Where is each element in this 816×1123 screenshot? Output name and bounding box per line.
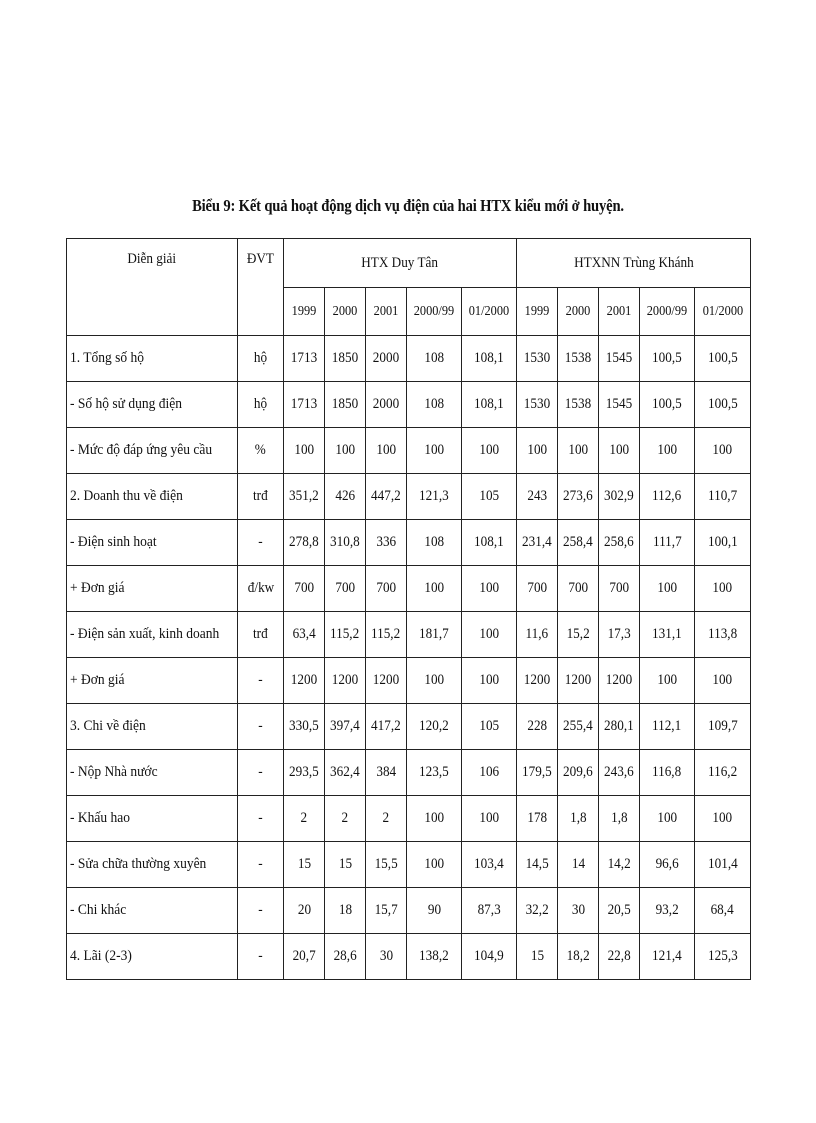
table-cell: 108,1 (462, 382, 517, 428)
table-cell: 116,8 (640, 750, 695, 796)
table-row (67, 520, 751, 566)
table-cell: 280,1 (599, 704, 640, 750)
table-row (67, 934, 751, 980)
table-cell: 20 (284, 888, 325, 934)
year-header: 1999 (517, 288, 558, 336)
table-cell: 101,4 (695, 842, 751, 888)
table-cell: 109,7 (695, 704, 751, 750)
table-cell: 1538 (558, 382, 599, 428)
table-cell: 15,7 (366, 888, 407, 934)
table-cell: 273,6 (558, 474, 599, 520)
table-cell: 100 (695, 796, 751, 842)
row-unit: - (238, 750, 284, 796)
table-cell: 417,2 (366, 704, 407, 750)
table-cell: 100 (599, 428, 640, 474)
year-header: 2000 (325, 288, 366, 336)
table-cell: 2 (325, 796, 366, 842)
row-label: - Điện sản xuất, kinh doanh (67, 612, 238, 658)
table-cell: 14,5 (517, 842, 558, 888)
table-cell: 96,6 (640, 842, 695, 888)
table-row (67, 750, 751, 796)
row-label: 1. Tổng số hộ (67, 336, 238, 382)
table-cell: 243,6 (599, 750, 640, 796)
table-cell: 100 (695, 658, 751, 704)
table-cell: 700 (517, 566, 558, 612)
row-unit: đ/kw (238, 566, 284, 612)
table-cell: 105 (462, 474, 517, 520)
table-cell: 178 (517, 796, 558, 842)
row-unit: - (238, 658, 284, 704)
table-cell: 2000 (366, 382, 407, 428)
row-label: - Chi khác (67, 888, 238, 934)
table-cell: 104,9 (462, 934, 517, 980)
table-cell: 15,2 (558, 612, 599, 658)
row-label: - Nộp Nhà nước (67, 750, 238, 796)
row-label: - Sửa chữa thường xuyên (67, 842, 238, 888)
table-cell: 1713 (284, 382, 325, 428)
year-header: 1999 (284, 288, 325, 336)
table-cell: 121,4 (640, 934, 695, 980)
row-label: 2. Doanh thu về điện (67, 474, 238, 520)
table-cell: 1530 (517, 382, 558, 428)
table-cell: 32,2 (517, 888, 558, 934)
table-cell: 123,5 (407, 750, 462, 796)
table-cell: 108 (407, 382, 462, 428)
table-cell: 110,7 (695, 474, 751, 520)
table-row (67, 566, 751, 612)
row-label: + Đơn giá (67, 658, 238, 704)
row-unit: trđ (238, 612, 284, 658)
table-cell: 87,3 (462, 888, 517, 934)
table-cell: 228 (517, 704, 558, 750)
table-row (67, 888, 751, 934)
row-label: - Điện sinh hoạt (67, 520, 238, 566)
table-cell: 18 (325, 888, 366, 934)
table-cell: 116,2 (695, 750, 751, 796)
table-cell: 11,6 (517, 612, 558, 658)
row-label: - Mức độ đáp ứng yêu cầu (67, 428, 238, 474)
row-label: 4. Lãi (2-3) (67, 934, 238, 980)
table-row (67, 474, 751, 520)
table-cell: 105 (462, 704, 517, 750)
table-cell: 20,5 (599, 888, 640, 934)
table-cell: 100 (517, 428, 558, 474)
table-cell: 100 (640, 428, 695, 474)
table-row (67, 336, 751, 382)
table-cell: 1200 (284, 658, 325, 704)
row-unit: hộ (238, 382, 284, 428)
row-label: - Khấu hao (67, 796, 238, 842)
table-cell: 100 (558, 428, 599, 474)
table-cell: 181,7 (407, 612, 462, 658)
table-cell: 121,3 (407, 474, 462, 520)
table-row (67, 842, 751, 888)
table-cell: 1200 (558, 658, 599, 704)
table-cell: 30 (558, 888, 599, 934)
table-cell: 28,6 (325, 934, 366, 980)
row-label: - Số hộ sử dụng điện (67, 382, 238, 428)
table-cell: 700 (558, 566, 599, 612)
table-cell: 1850 (325, 382, 366, 428)
table-cell: 100 (640, 566, 695, 612)
table-cell: 336 (366, 520, 407, 566)
table-cell: 1200 (599, 658, 640, 704)
table-cell: 100 (366, 428, 407, 474)
row-label: 3. Chi về điện (67, 704, 238, 750)
row-label: + Đơn giá (67, 566, 238, 612)
year-header: 2000 (558, 288, 599, 336)
table-cell: 1545 (599, 336, 640, 382)
table-cell: 138,2 (407, 934, 462, 980)
table-cell: 255,4 (558, 704, 599, 750)
table-cell: 100,1 (695, 520, 751, 566)
table-cell: 15 (284, 842, 325, 888)
table-cell: 100 (407, 842, 462, 888)
table-cell: 63,4 (284, 612, 325, 658)
table-row (67, 704, 751, 750)
table-cell: 231,4 (517, 520, 558, 566)
year-header: 01/2000 (462, 288, 517, 336)
table-cell: 100 (407, 566, 462, 612)
table-cell: 1538 (558, 336, 599, 382)
year-header: 2000/99 (640, 288, 695, 336)
table-cell: 1530 (517, 336, 558, 382)
header-row-groups (67, 239, 751, 288)
table-cell: 351,2 (284, 474, 325, 520)
table-cell: 100 (640, 658, 695, 704)
table-cell: 1200 (517, 658, 558, 704)
row-unit: % (238, 428, 284, 474)
table-cell: 103,4 (462, 842, 517, 888)
table-cell: 179,5 (517, 750, 558, 796)
table-cell: 700 (599, 566, 640, 612)
table-cell: 2000 (366, 336, 407, 382)
group-header-duy-tan: HTX Duy Tân (284, 239, 517, 288)
table-cell: 426 (325, 474, 366, 520)
table-cell: 108,1 (462, 336, 517, 382)
col-header-unit: ĐVT (238, 239, 284, 336)
table-cell: 330,5 (284, 704, 325, 750)
row-unit: - (238, 888, 284, 934)
table-cell: 700 (284, 566, 325, 612)
table-row (67, 382, 751, 428)
table-cell: 131,1 (640, 612, 695, 658)
table-cell: 1200 (325, 658, 366, 704)
col-header-description: Diễn giải (67, 239, 238, 336)
year-header: 01/2000 (695, 288, 751, 336)
table-cell: 100 (462, 796, 517, 842)
table-cell: 293,5 (284, 750, 325, 796)
table-cell: 384 (366, 750, 407, 796)
row-unit: hộ (238, 336, 284, 382)
table-cell: 113,8 (695, 612, 751, 658)
table-row (67, 796, 751, 842)
group-header-trung-khanh: HTXNN Trùng Khánh (517, 239, 751, 288)
row-unit: trđ (238, 474, 284, 520)
table-cell: 120,2 (407, 704, 462, 750)
table-cell: 100 (695, 428, 751, 474)
table-cell: 115,2 (325, 612, 366, 658)
table-cell: 2 (366, 796, 407, 842)
table-cell: 15,5 (366, 842, 407, 888)
table-cell: 397,4 (325, 704, 366, 750)
table-cell: 15 (325, 842, 366, 888)
table-row (67, 612, 751, 658)
table-cell: 22,8 (599, 934, 640, 980)
table-cell: 15 (517, 934, 558, 980)
table-cell: 112,1 (640, 704, 695, 750)
table-cell: 100 (462, 658, 517, 704)
table-cell: 111,7 (640, 520, 695, 566)
table-cell: 243 (517, 474, 558, 520)
table-cell: 17,3 (599, 612, 640, 658)
results-table (66, 238, 751, 980)
table-cell: 1713 (284, 336, 325, 382)
table-cell: 1545 (599, 382, 640, 428)
table-cell: 112,6 (640, 474, 695, 520)
table-cell: 14,2 (599, 842, 640, 888)
table-cell: 100 (284, 428, 325, 474)
table-cell: 1,8 (558, 796, 599, 842)
row-unit: - (238, 842, 284, 888)
table-cell: 68,4 (695, 888, 751, 934)
table-row (67, 658, 751, 704)
table-cell: 100,5 (695, 336, 751, 382)
table-cell: 93,2 (640, 888, 695, 934)
table-cell: 310,8 (325, 520, 366, 566)
table-cell: 100 (462, 612, 517, 658)
table-cell: 302,9 (599, 474, 640, 520)
table-cell: 100 (407, 428, 462, 474)
row-unit: - (238, 796, 284, 842)
table-cell: 700 (325, 566, 366, 612)
table-cell: 90 (407, 888, 462, 934)
table-cell: 100 (640, 796, 695, 842)
row-unit: - (238, 704, 284, 750)
table-cell: 1850 (325, 336, 366, 382)
table-cell: 108 (407, 336, 462, 382)
table-cell: 125,3 (695, 934, 751, 980)
table-cell: 108 (407, 520, 462, 566)
table-cell: 18,2 (558, 934, 599, 980)
table-cell: 258,4 (558, 520, 599, 566)
year-header: 2001 (366, 288, 407, 336)
table-cell: 100 (407, 658, 462, 704)
table-row (67, 428, 751, 474)
table-cell: 278,8 (284, 520, 325, 566)
year-header: 2001 (599, 288, 640, 336)
table-cell: 209,6 (558, 750, 599, 796)
table-cell: 700 (366, 566, 407, 612)
table-cell: 115,2 (366, 612, 407, 658)
table-cell: 108,1 (462, 520, 517, 566)
table-cell: 100 (462, 566, 517, 612)
table-cell: 30 (366, 934, 407, 980)
table-cell: 258,6 (599, 520, 640, 566)
table-cell: 447,2 (366, 474, 407, 520)
table-cell: 2 (284, 796, 325, 842)
row-unit: - (238, 934, 284, 980)
table-cell: 100,5 (640, 382, 695, 428)
year-header: 2000/99 (407, 288, 462, 336)
table-cell: 100,5 (695, 382, 751, 428)
table-title: Biểu 9: Kết quả hoạt động dịch vụ điện của hai HTX kiểu mới ở huyện. (192, 196, 624, 215)
table-cell: 100 (462, 428, 517, 474)
table-cell: 100,5 (640, 336, 695, 382)
table-cell: 100 (325, 428, 366, 474)
table-cell: 106 (462, 750, 517, 796)
table-cell: 362,4 (325, 750, 366, 796)
table-cell: 100 (695, 566, 751, 612)
table-cell: 14 (558, 842, 599, 888)
table-cell: 20,7 (284, 934, 325, 980)
table-cell: 100 (407, 796, 462, 842)
table-cell: 1,8 (599, 796, 640, 842)
table-cell: 1200 (366, 658, 407, 704)
row-unit: - (238, 520, 284, 566)
